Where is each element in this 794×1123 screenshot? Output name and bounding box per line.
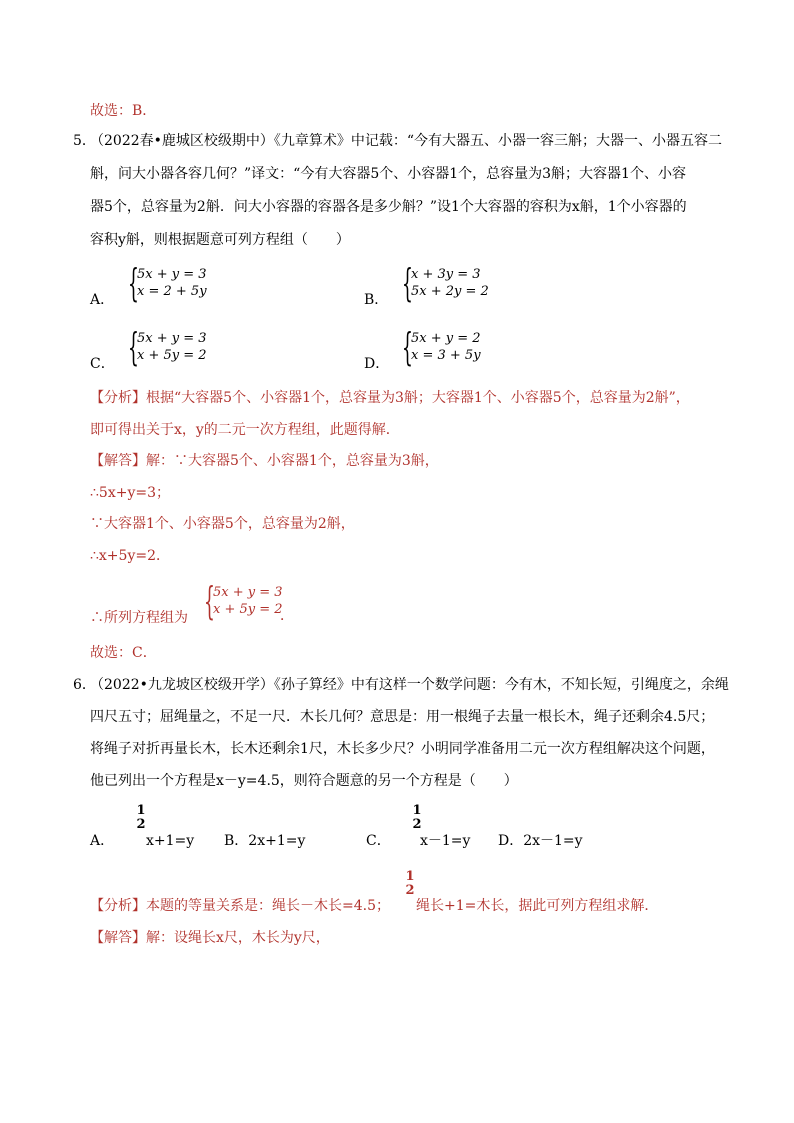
brace-icon: { [402, 325, 413, 369]
q5-analysis-2: 即可得出关于x，y的二元一次方程组，此题得解． [90, 422, 400, 438]
q6-solution: 【解答】解：设绳长x尺，木长为y尺， [90, 930, 330, 946]
answer-prev: 故选：B． [90, 103, 157, 119]
q5-solution-2: ∴5x+y=3； [90, 485, 170, 501]
q6-option-b[interactable]: B．2x+1=y [224, 833, 306, 849]
q6-line-2: 四尺五寸；屈绳量之，不足一尺．木长几何？意思是：用一根绳子去量一根长木，绳子还剩余4.5尺； [90, 709, 715, 725]
q6-line-1: （2022•九龙坡区校级开学）《孙子算经》中有这样一个数学问题：今有木，不知长短，引绳度之，余绳 [90, 677, 729, 693]
q6-analysis: 【分析】本题的等量关系是：绳长－木长=4.5； [90, 898, 390, 914]
q5-line-2: 斛，问大小器各容几何？”译文：“今有大容器5个、小容器1个，总容量为3斛；大容器1个、小容 [90, 166, 686, 182]
q5-analysis: 【分析】根据“大容器5个、小容器1个，总容量为3斛；大容器1个、小容器5个，总容量为2斛”， [90, 390, 690, 406]
q5-line-1: （2022春•鹿城区校级期中）《九章算术》中记载：“今有大器五、小器一容三斛；大器一、小器五容二 [90, 133, 723, 149]
q5-solution-3: ∵大容器1个、小容器5个，总容量为2斛， [90, 516, 355, 532]
q5-line-3: 器5个，总容量为2斛．问大小容器的容器各是多少斛？”设1个大容器的容积为x斛，1个小容器的 [90, 199, 687, 215]
equation-system: { 5x + y = 2 x = 3 + 5y [402, 325, 481, 369]
brace-icon: { [204, 579, 215, 623]
q5-answer: 故选：C． [90, 645, 157, 661]
brace-icon: { [128, 325, 139, 369]
q5-solution-4: ∴x+5y=2． [90, 548, 170, 564]
q6-option-d[interactable]: D．2x－1=y [498, 833, 583, 849]
q6-line-3: 将绳子对折再量长木，长木还剩余1尺，木长多少尺？小明同学准备用二元一次方程组解决这个问题， [90, 741, 715, 757]
q6-number: 6． [73, 677, 96, 693]
q5-number: 5． [73, 133, 96, 149]
q5-line-4: 容积y斛，则根据题意可列方程组（ ） [90, 232, 350, 248]
brace-icon: { [402, 261, 413, 305]
q5-solution-5: ∴所列方程组为 [90, 610, 188, 626]
q6-line-4: 他已列出一个方程是x－y=4.5，则符合题意的另一个方程是（ ） [90, 773, 518, 789]
equation-system: { 5x + y = 3 x + 5y = 2 [128, 325, 207, 369]
q5-solution: 【解答】解：∵大容器5个、小容器1个，总容量为3斛， [90, 453, 439, 469]
equation-system: { x + 3y = 3 5x + 2y = 2 [402, 261, 489, 305]
final-equation-system: { 5x + y = 3 x + 5y = 2 [204, 579, 283, 623]
equation-system: { 5x + y = 3 x = 2 + 5y [128, 261, 207, 305]
brace-icon: { [128, 261, 139, 305]
